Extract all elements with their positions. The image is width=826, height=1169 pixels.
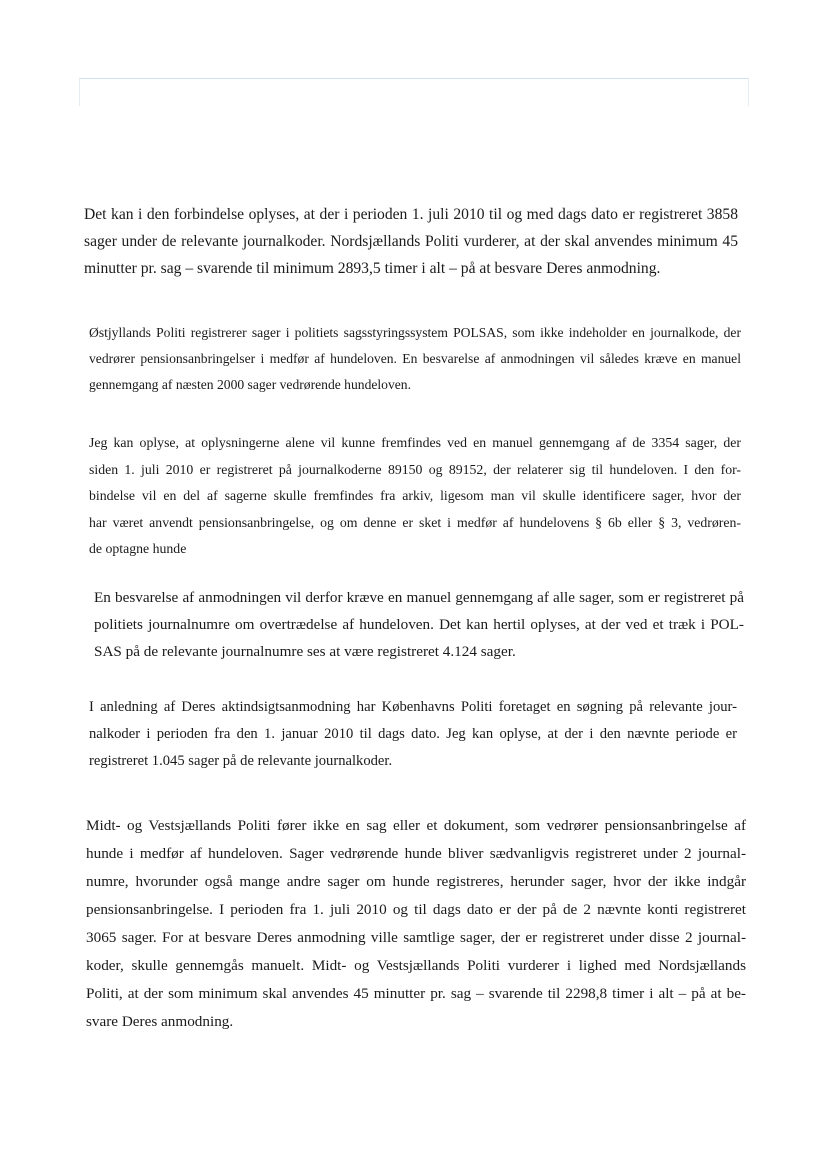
text-line: SAS på de relevante journalnumre ses at være registreret 4.124 sager. — [94, 643, 516, 660]
paragraph-ostjylland — [89, 320, 741, 398]
text-line: Politi, at der som minimum skal anvendes 45 minutter pr. sag – svarende til 2298,8 timer i alt – på at be- — [86, 985, 746, 1002]
text-line: bindelse vil en del af sagerne skulle fremfindes fra arkiv, ligesom man vil skulle identificere sager, hvor der — [89, 488, 741, 503]
text-line: vedrører pensionsanbringelser i medfør af hundeloven. En besvarelse af anmodningen vil således kræve en manuel — [89, 351, 741, 366]
text-line: Midt- og Vestsjællands Politi fører ikke en sag eller et dokument, som vedrører pensionsanbringelse af — [86, 817, 746, 834]
text-line: politiets journalnumre om overtrædelse af hundeloven. Det kan hertil oplyses, at der ved et træk i POL- — [94, 616, 744, 633]
text-line: Jeg kan oplyse, at oplysningerne alene vil kunne fremfindes ved en manuel gennemgang af de 3354 sager, der — [89, 435, 741, 450]
text-line: svare Deres anmodning. — [86, 1013, 234, 1030]
text-line: sager under de relevante journalkoder. Nordsjællands Politi vurderer, at der skal anvendes minimum 45 — [84, 233, 738, 250]
text-line: nalkoder i perioden fra den 1. januar 2010 til dags dato. Jeg kan oplyse, at der i den nævnte periode er — [89, 726, 737, 742]
text-line: har været anvendt pensionsanbringelse, og om denne er sket i medfør af hundelovens § 6b eller § 3, vedrøren- — [89, 514, 741, 530]
paragraph-koebenhavn — [89, 694, 737, 775]
text-line: Det kan i den forbindelse oplyses, at der i perioden 1. juli 2010 til og med dags dato er registreret 3858 — [84, 206, 738, 223]
text-line: de optagne hunde — [89, 541, 187, 556]
text-line: registreret 1.045 sager på de relevante journalkoder. — [89, 753, 393, 769]
text-line: 3065 sager. For at besvare Deres anmodning ville samtlige sager, der er registreret under disse 2 journal- — [86, 929, 746, 946]
text-line: En besvarelse af anmodningen vil derfor kræve en manuel gennemgang af alle sager, som er registreret på — [94, 589, 744, 606]
text-line: minutter pr. sag – svarende til minimum 2893,5 timer i alt – på at besvare Deres anmodning. — [84, 260, 661, 277]
text-line: siden 1. juli 2010 er registreret på journalkoderne 89150 og 89152, der relaterer sig til hundeloven. I den for- — [89, 461, 741, 477]
text-line: hunde i medfør af hundeloven. Sager vedrørende hunde bliver sædvanligvis registreret under 2 journal- — [86, 845, 746, 862]
text-line: koder, skulle gennemgås manuelt. Midt- og Vestsjællands Politi vurderer i lighed med Nordsjællands — [86, 957, 746, 974]
text-line: gennemgang af næsten 2000 sager vedrørende hundeloven. — [89, 377, 411, 392]
text-line: Østjyllands Politi registrerer sager i politiets sagsstyringssystem POLSAS, som ikke indeholder en journalkode, der — [89, 325, 741, 340]
paragraph-polsas-4124 — [94, 584, 744, 665]
paragraph-nordsjaelland — [84, 201, 738, 282]
paragraph-journalkoder-89150 — [89, 430, 741, 563]
text-line: numre, hvorunder også mange andre sager om hunde registreres, herunder sager, hvor der ikke indgår — [86, 873, 746, 890]
text-line: pensionsanbringelse. I perioden fra 1. juli 2010 og til dags dato er der på de 2 nævnte konti registreret — [86, 901, 746, 918]
header-frame — [79, 78, 749, 106]
text-line: I anledning af Deres aktindsigtsanmodning har Københavns Politi foretaget en søgning på relevante jour- — [89, 699, 737, 715]
paragraph-midt-vestsjaelland — [86, 812, 746, 1036]
